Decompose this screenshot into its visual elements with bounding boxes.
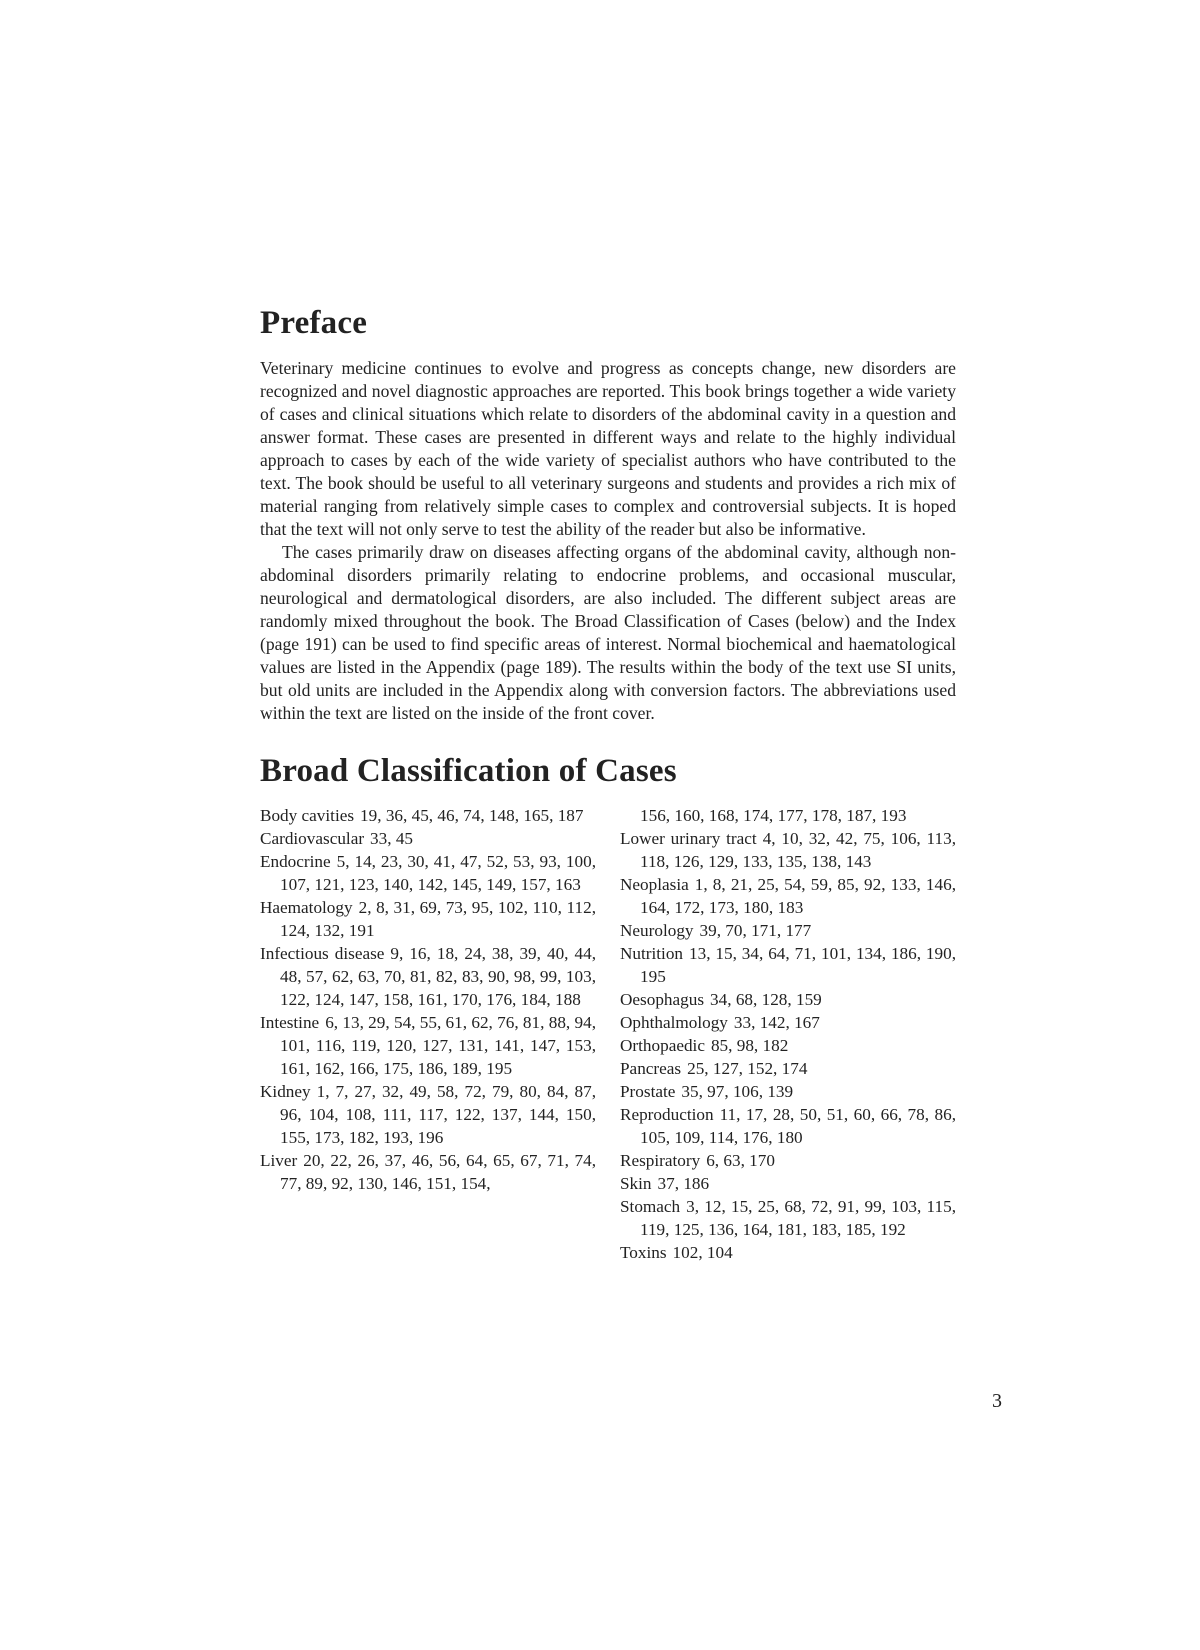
liver-continuation: 156, 160, 168, 174, 177, 178, 187, 193: [640, 805, 907, 825]
entry-pages: 2, 8, 31, 69, 73, 95, 102, 110, 112, 124, 132, 191: [280, 897, 596, 940]
entry-label: Nutrition: [620, 943, 684, 963]
classification-entry: [620, 1195, 956, 1241]
classification-entry: [620, 1172, 956, 1195]
classification-entry: [620, 827, 956, 873]
classification-columns: [260, 804, 956, 1264]
entry-pages: 20, 22, 26, 37, 46, 56, 64, 65, 67, 71, 74, 77, 89, 92, 130, 146, 151, 154,: [280, 1150, 596, 1193]
entry-pages: 34, 68, 128, 159: [710, 989, 822, 1009]
preface-title: Preface: [260, 305, 368, 341]
entry-pages: 102, 104: [672, 1242, 733, 1262]
classification-entry: [620, 942, 956, 988]
entry-pages: 6, 63, 170: [706, 1150, 775, 1170]
entry-pages: 13, 15, 34, 64, 71, 101, 134, 186, 190, 195: [640, 943, 956, 986]
entry-label: Intestine: [260, 1012, 320, 1032]
entry-label: Pancreas: [620, 1058, 682, 1078]
entry-label: Orthopaedic: [620, 1035, 705, 1055]
entry-pages: 4, 10, 32, 42, 75, 106, 113, 118, 126, 129, 133, 135, 138, 143: [640, 828, 956, 871]
entry-label: Kidney: [260, 1081, 311, 1101]
entry-pages: 33, 45: [370, 828, 414, 848]
page-content: [260, 305, 956, 1264]
entry-label: Ophthalmology: [620, 1012, 728, 1032]
entry-pages: 1, 7, 27, 32, 49, 58, 72, 79, 80, 84, 87, 96, 104, 108, 111, 117, 122, 137, 144, 150, 155, 173, 182, 193, 196: [280, 1081, 596, 1147]
classification-entry: [260, 827, 596, 850]
entry-label: Liver: [260, 1150, 298, 1170]
preface-paragraph-1: Veterinary medicine continues to evolve and progress as concepts change, new disorders are recognized and novel diagnostic approaches are reported. This book brings together a wide variety of cases and clinical situations which relate to disorders of the abdominal cavity in a question and answer format. These cases are presented in different ways and relate to the highly individual approach to cases by each of the wide variety of specialist authors who have contributed to the text. The book should be useful to all veterinary surgeons and students and provides a rich mix of material ranging from relatively simple cases to complex and controversial subjects. It is hoped that the text will not only serve to test the ability of the reader but also be informative.: [260, 358, 956, 540]
entry-pages: 39, 70, 171, 177: [699, 920, 812, 940]
classification-entry: [620, 988, 956, 1011]
classification-entry: [620, 1080, 956, 1103]
entry-label: Haematology: [260, 897, 353, 917]
entry-label: Neurology: [620, 920, 694, 940]
entry-label: Stomach: [620, 1196, 681, 1216]
page-number: 3: [992, 1390, 1002, 1412]
entry-pages: 1, 8, 21, 25, 54, 59, 85, 92, 133, 146, 164, 172, 173, 180, 183: [640, 874, 956, 917]
classification-entry: [260, 942, 596, 1011]
classification-entry: [620, 1057, 956, 1080]
classification-entry: [620, 1034, 956, 1057]
entry-label: Cardiovascular: [260, 828, 365, 848]
classification-entry: [620, 1149, 956, 1172]
entry-label: Infectious disease: [260, 943, 385, 963]
classification-entry: [620, 1103, 956, 1149]
entry-pages: 6, 13, 29, 54, 55, 61, 62, 76, 81, 88, 94, 101, 116, 119, 120, 127, 131, 141, 147, 153, 161, 162, 166, 175, 186, 189, 195: [280, 1012, 596, 1078]
classification-entry: [260, 804, 596, 827]
classification-entry: [620, 1011, 956, 1034]
entry-label: Reproduction: [620, 1104, 714, 1124]
entry-label: Skin: [620, 1173, 652, 1193]
entry-pages: 37, 186: [657, 1173, 710, 1193]
classification-entry: [620, 919, 956, 942]
classification-entry: [620, 1241, 956, 1264]
entry-pages: 19, 36, 45, 46, 74, 148, 165, 187: [360, 805, 584, 825]
classification-right-column: [620, 804, 956, 1264]
preface-paragraph-2: The cases primarily draw on diseases affecting organs of the abdominal cavity, although non-abdominal disorders primarily relating to endocrine problems, and occasional muscular, neurological and dermatological disorders, are also included. The different subject areas are randomly mixed throughout the book. The Broad Classification of Cases (below) and the Index (page 191) can be used to find specific areas of interest. Normal biochemical and haematological values are listed in the Appendix (page 189). The results within the body of the text use SI units, but old units are included in the Appendix along with conversion factors. The abbreviations used within the text are listed on the inside of the front cover.: [260, 542, 956, 724]
entry-pages: 9, 16, 18, 24, 38, 39, 40, 44, 48, 57, 62, 63, 70, 81, 82, 83, 90, 98, 99, 103, 122, 124, 147, 158, 161, 170, 176, 184, 188: [280, 943, 597, 1009]
classification-entry: [260, 1080, 596, 1149]
entry-label: Respiratory: [620, 1150, 701, 1170]
entry-pages: 85, 98, 182: [710, 1035, 789, 1055]
entry-pages: 11, 17, 28, 50, 51, 60, 66, 78, 86, 105, 109, 114, 176, 180: [640, 1104, 956, 1147]
classification-entry: [260, 1149, 596, 1195]
entry-pages: 35, 97, 106, 139: [681, 1081, 794, 1101]
entry-label: Lower urinary tract: [620, 828, 757, 848]
entry-pages: 3, 12, 15, 25, 68, 72, 91, 99, 103, 115, 119, 125, 136, 164, 181, 183, 185, 192: [640, 1196, 956, 1239]
classification-entry: [260, 850, 596, 896]
entry-label: Neoplasia: [620, 874, 689, 894]
entry-pages: 25, 127, 152, 174: [687, 1058, 808, 1078]
classification-title: Broad Classification of Cases: [260, 753, 677, 790]
classification-entry: [260, 1011, 596, 1080]
classification-entry: [620, 873, 956, 919]
entry-label: Prostate: [620, 1081, 676, 1101]
classification-left-column: [260, 804, 596, 1264]
entry-label: Body cavities: [260, 805, 355, 825]
entry-pages: 33, 142, 167: [733, 1012, 820, 1032]
entry-pages: 5, 14, 23, 30, 41, 47, 52, 53, 93, 100, 107, 121, 123, 140, 142, 145, 149, 157, 163: [280, 851, 596, 894]
entry-label: Toxins: [620, 1242, 667, 1262]
entry-label: Endocrine: [260, 851, 331, 871]
classification-entry: [260, 896, 596, 942]
entry-label: Oesophagus: [620, 989, 705, 1009]
